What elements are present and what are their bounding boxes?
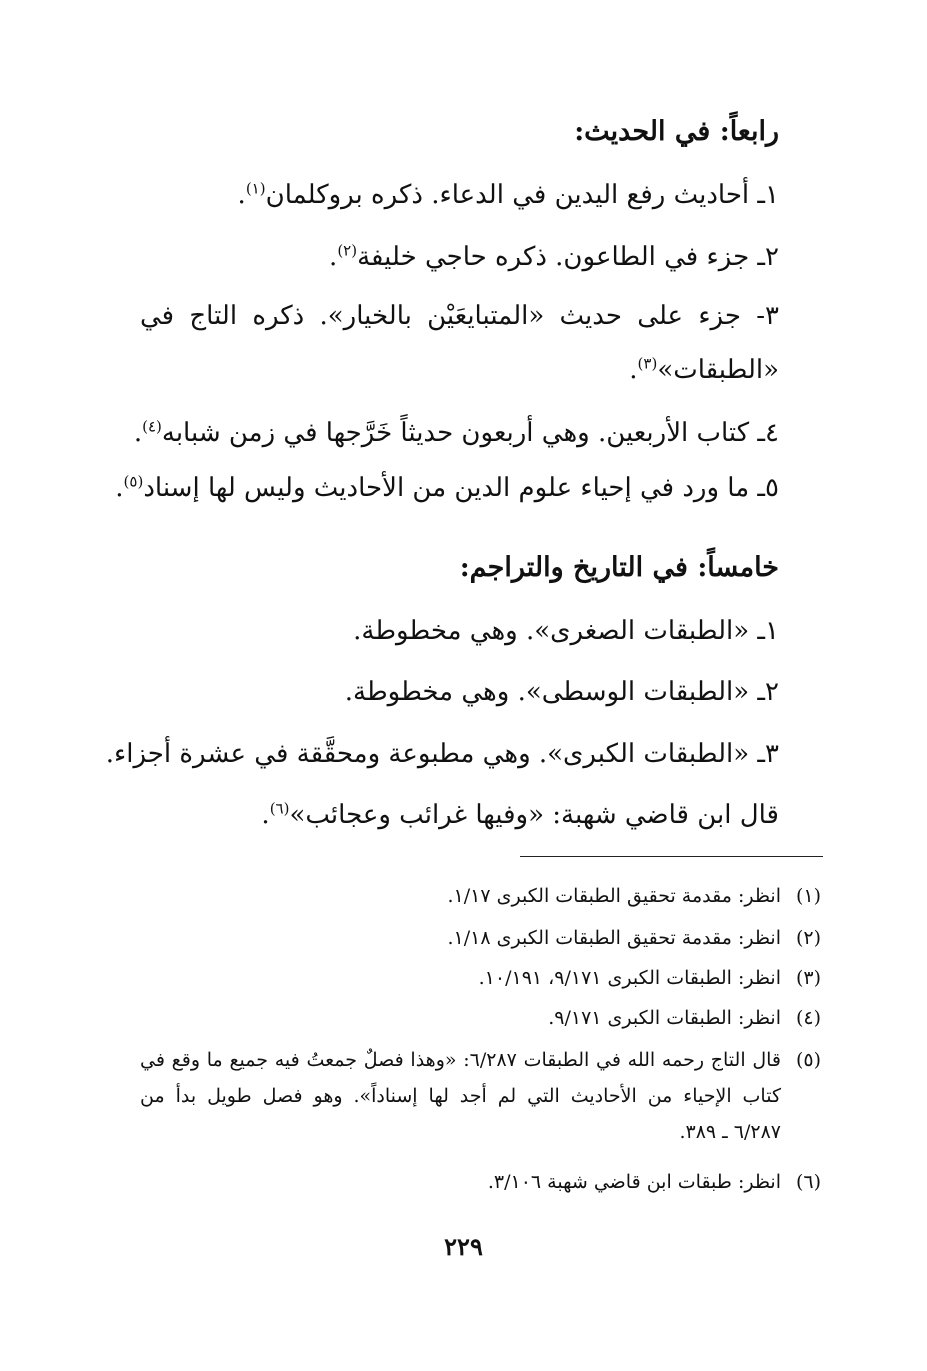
- footnote: (٣)انظر: الطبقات الكبرى ٩/١٧١، ١٠/١٩١.: [478, 967, 821, 989]
- footnote: (٦)انظر: طبقات ابن قاضي شهبة ٣/١٠٦.: [487, 1171, 821, 1193]
- list-item: ٤ـ كتاب الأربعين. وهي أربعون حديثاً خَرَّجها في زمن شبابه$^{(٤)}$.: [133, 417, 779, 448]
- list-item: ١ـ أحاديث رفع اليدين في الدعاء. ذكره بروكلمان$^{(١)}$.: [237, 179, 779, 210]
- list-item: ٣ـ «الطبقات الكبرى». وهي مطبوعة ومحقَّقة في عشرة أجزاء.: [105, 739, 779, 769]
- footnote: (٤)انظر: الطبقات الكبرى ٩/١٧١.: [548, 1007, 821, 1029]
- page-number: ٢٢٩: [444, 1232, 483, 1261]
- quote-line: قال ابن قاضي شهبة: «وفيها غرائب وعجائب»$^{(٦)}$.: [261, 799, 779, 830]
- footnote-ref[interactable]: (١): [245, 179, 266, 198]
- list-item-line-1: ٣- جزء على حديث «المتبايعَيْن بالخيار». ذكره التاج في: [140, 301, 779, 331]
- footnote: (١)انظر: مقدمة تحقيق الطبقات الكبرى ١/١٧.: [447, 885, 821, 907]
- footnote-ref[interactable]: (٢): [337, 241, 358, 260]
- footnote: (٥)قال التاج رحمه الله في الطبقات ٦/٢٨٧: «وهذا فصلٌ جمعتُ فيه جميع ما وقع في كتاب الإحياء من الأحاديث التي لم أجد لها إسناداً». وهو فصل طويل بدأ من ٦/٢٨٧ ـ ٣٨٩.: [140, 1049, 821, 1143]
- footnote-ref[interactable]: (٣): [637, 354, 658, 373]
- section-heading-history: خامساً: في التاريخ والتراجم:: [459, 552, 779, 583]
- list-item: ٢ـ جزء في الطاعون. ذكره حاجي خليفة$^{(٢)}$.: [329, 241, 779, 272]
- footnote-ref[interactable]: (٦): [269, 799, 290, 818]
- footnote: (٢)انظر: مقدمة تحقيق الطبقات الكبرى ١/١٨.: [447, 927, 821, 949]
- list-item-line-2: «الطبقات»$^{(٣)}$.: [629, 354, 779, 385]
- section-heading-hadith: رابعاً: في الحديث:: [574, 116, 779, 147]
- footnote-divider: [520, 856, 823, 857]
- list-item: ١ـ «الطبقات الصغرى». وهي مخطوطة.: [353, 616, 779, 646]
- footnote-ref[interactable]: (٤): [142, 417, 162, 436]
- list-item: ٥ـ ما ورد في إحياء علوم الدين من الأحاديث وليس لها إسناد$^{(٥)}$.: [115, 472, 779, 503]
- list-item: ٢ـ «الطبقات الوسطى». وهي مخطوطة.: [344, 677, 779, 707]
- footnote-ref[interactable]: (٥): [123, 472, 144, 491]
